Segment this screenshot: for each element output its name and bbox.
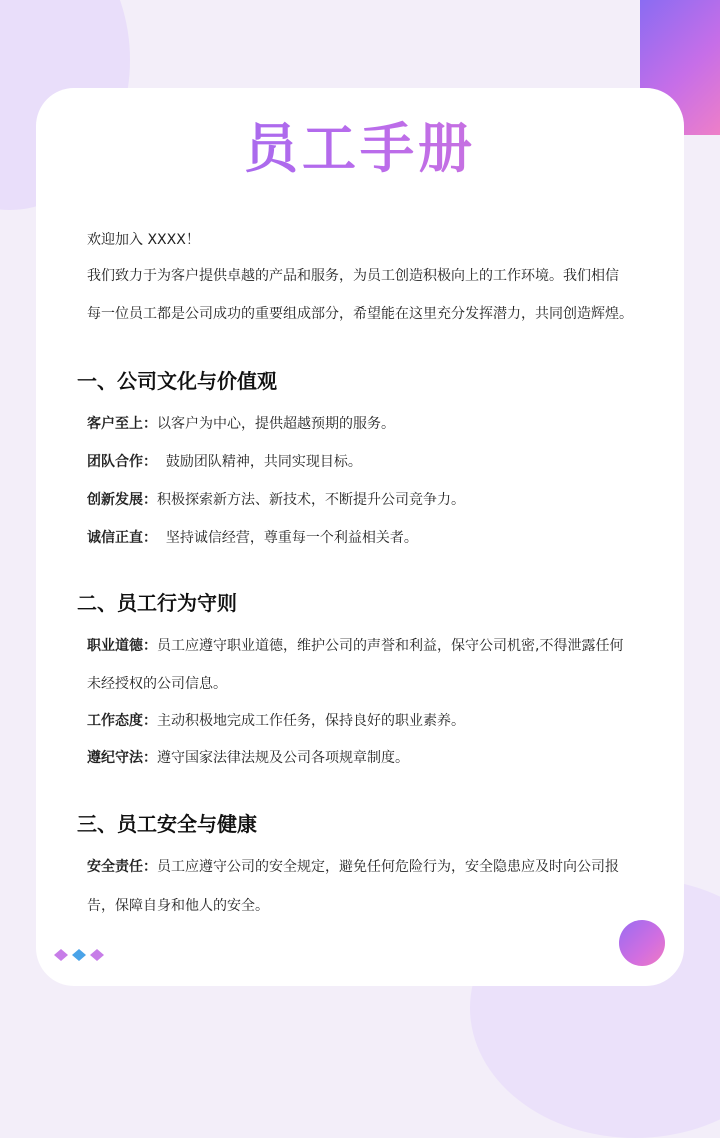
list-item (87, 452, 362, 472)
list-item-continuation: 告，保障自身和他人的安全。 (87, 898, 269, 914)
item-text: 员工应遵守职业道德，维护公司的声誉和利益，保守公司机密,不得泄露任何 (157, 638, 624, 654)
item-label: 遵纪守法： (87, 750, 157, 766)
item-text: 鼓励团队精神，共同实现目标。 (157, 454, 362, 470)
page-title: 员工手册 (0, 110, 720, 188)
intro-paragraph-line-1: 我们致力于为客户提供卓越的产品和服务，为员工创造积极向上的工作环境。我们相信 (87, 268, 619, 284)
item-label: 工作态度： (87, 713, 157, 729)
item-label: 创新发展： (87, 492, 157, 508)
diamond-icon (90, 949, 104, 961)
item-label: 团队合作： (87, 454, 157, 470)
section-heading-conduct: 二、员工行为守则 (77, 591, 237, 615)
item-text: 主动积极地完成工作任务，保持良好的职业素养。 (157, 713, 465, 729)
list-item (87, 636, 623, 656)
diamond-icon (72, 949, 86, 961)
item-label: 安全责任： (87, 859, 157, 875)
item-text: 遵守国家法律法规及公司各项规章制度。 (157, 750, 409, 766)
section-heading-culture: 一、公司文化与价值观 (77, 369, 277, 393)
diamond-icon (54, 949, 68, 961)
section-heading-safety: 三、员工安全与健康 (77, 812, 257, 836)
list-item (87, 748, 409, 768)
intro-paragraph-line-2: 每一位员工都是公司成功的重要组成部分，希望能在这里充分发挥潜力，共同创造辉煌。 (87, 306, 633, 322)
item-label: 客户至上： (87, 416, 157, 432)
item-text: 以客户为中心，提供超越预期的服务。 (157, 416, 395, 432)
item-text: 员工应遵守公司的安全规定，避免任何危险行为，安全隐患应及时向公司报 (157, 859, 619, 875)
item-label: 职业道德： (87, 638, 157, 654)
item-text: 坚持诚信经营，尊重每一个利益相关者。 (157, 530, 418, 546)
list-item (87, 528, 418, 548)
item-text: 积极探索新方法、新技术，不断提升公司竞争力。 (157, 492, 465, 508)
list-item (87, 414, 395, 434)
item-label: 诚信正直： (87, 530, 157, 546)
list-item (87, 711, 465, 731)
decorative-diamonds-icon (52, 946, 112, 964)
list-item-continuation: 未经授权的公司信息。 (87, 676, 227, 692)
intro-greeting: 欢迎加入 XXXX！ (87, 232, 200, 248)
decorative-circle (619, 920, 665, 966)
list-item (87, 857, 619, 877)
list-item (87, 490, 465, 510)
